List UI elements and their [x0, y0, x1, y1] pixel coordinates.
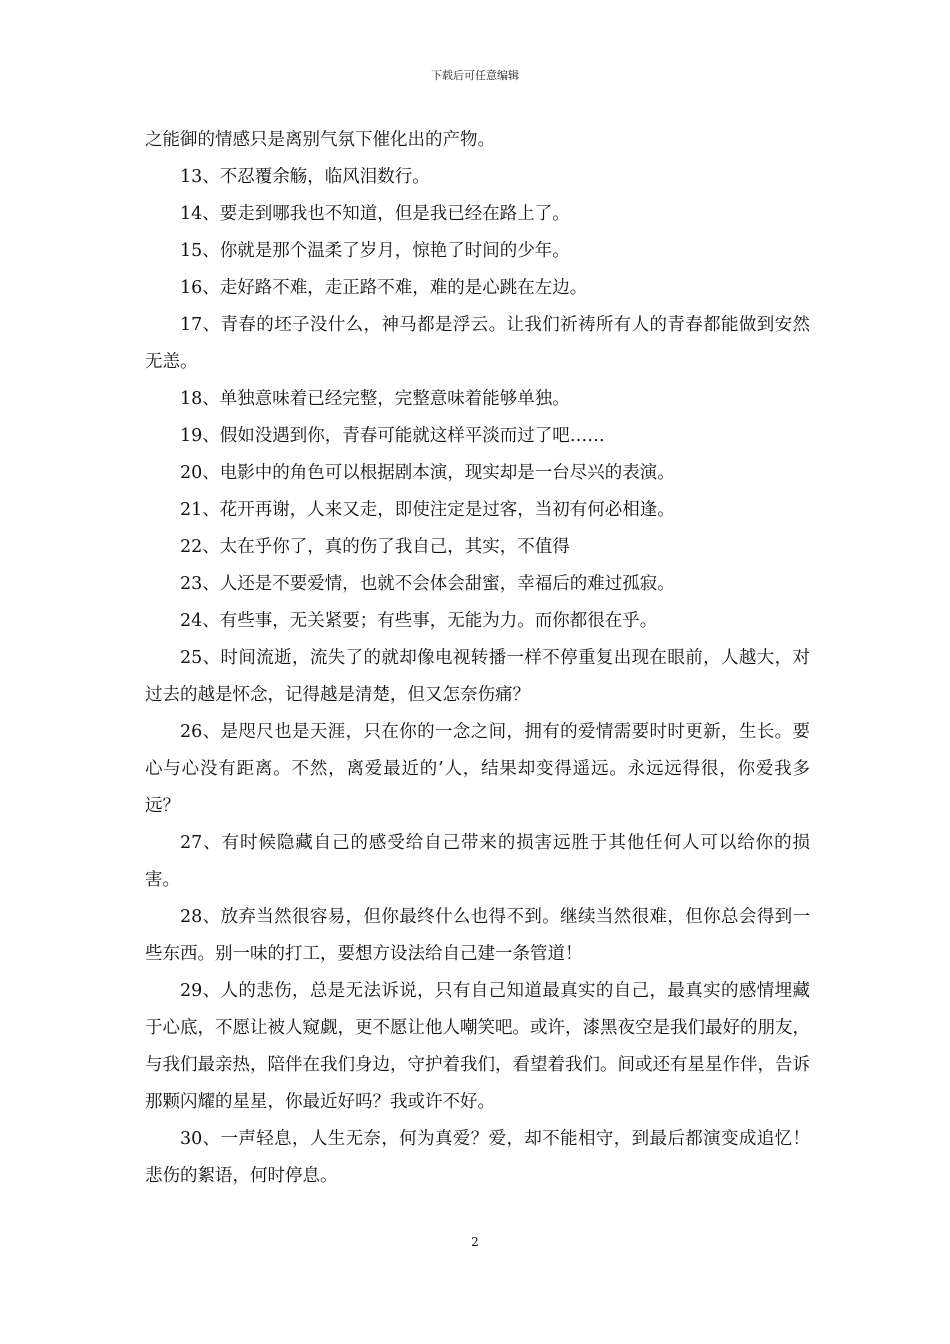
- body-text: [145, 122, 810, 1195]
- paragraph-30: 30、一声轻息，人生无奈，何为真爱？爱，却不能相守，到最后都演变成追忆！悲伤的絮语，何时停息。: [145, 1129, 810, 1186]
- paragraph-14: 14、要走到哪我也不知道，但是我已经在路上了。: [180, 204, 570, 224]
- paragraph-16: 16、走好路不难，走正路不难，难的是心跳在左边。: [180, 278, 588, 298]
- page-number: 2: [471, 1235, 479, 1249]
- paragraph-13: 13、不忍覆余觞，临风泪数行。: [180, 167, 430, 187]
- paragraph-18: 18、单独意味着已经完整，完整意味着能够单独。: [180, 389, 570, 409]
- paragraph-24: 24、有些事，无关紧要；有些事，无能为力。而你都很在乎。: [180, 611, 658, 631]
- paragraph-22: 22、太在乎你了，真的伤了我自己，其实，不值得: [180, 537, 570, 557]
- paragraph-20: 20、电影中的角色可以根据剧本演，现实却是一台尽兴的表演。: [180, 463, 675, 483]
- paragraph-21: 21、花开再谢，人来又走，即使注定是过客，当初有何必相逢。: [180, 500, 675, 520]
- paragraph-19: 19、假如没遇到你，青春可能就这样平淡而过了吧……: [180, 426, 605, 446]
- paragraph-continuation: 之能御的情感只是离别气氛下催化出的产物。: [145, 130, 495, 150]
- paragraph-15: 15、你就是那个温柔了岁月，惊艳了时间的少年。: [180, 241, 570, 261]
- paragraph-23: 23、人还是不要爱情，也就不会体会甜蜜，幸福后的难过孤寂。: [180, 574, 675, 594]
- paragraph-27: 27、有时候隐藏自己的感受给自己带来的损害远胜于其他任何人可以给你的损害。: [145, 833, 810, 890]
- paragraph-17: 17、青春的坯子没什么，神马都是浮云。让我们祈祷所有人的青春都能做到安然无恙。: [145, 315, 810, 372]
- paragraph-28: 28、放弃当然很容易，但你最终什么也得不到。继续当然很难，但你总会得到一些东西。别一味的打工，要想方设法给自己建一条管道！: [145, 907, 810, 964]
- page-header: 下载后可任意编辑: [431, 69, 519, 82]
- paragraph-25: 25、时间流逝，流失了的就却像电视转播一样不停重复出现在眼前，人越大，对过去的越是怀念，记得越是清楚，但又怎奈伤痛？: [145, 648, 810, 705]
- paragraph-26: 26、是咫尺也是天涯，只在你的一念之间，拥有的爱情需要时时更新，生长。要心与心没有距离。不然，离爱最近的’人，结果却变得遥远。永远远得很，你爱我多远？: [145, 722, 810, 816]
- paragraph-29: 29、人的悲伤，总是无法诉说，只有自己知道最真实的自己，最真实的感情埋藏于心底，不愿让被人窥觑，更不愿让他人嘲笑吧。或许，漆黑夜空是我们最好的朋友，与我们最亲热，陪伴在我们身边，守护着我们，看望着我们。间或还有星星作伴，告诉那颗闪耀的星星，你最近好吗？我或许不好。: [145, 981, 810, 1112]
